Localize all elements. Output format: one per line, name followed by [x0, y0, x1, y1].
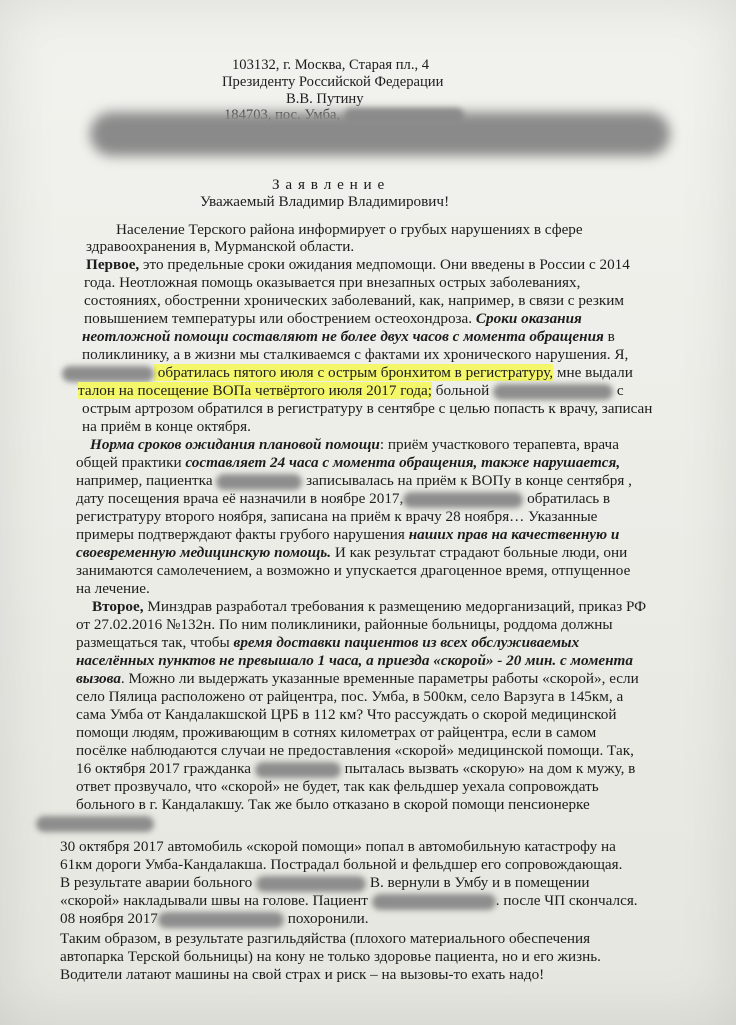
body-line: состояниях, обостренни хронических заболеваний, как, например, в связи с резким [84, 292, 624, 309]
redacted-name [255, 762, 341, 778]
body-line [84, 310, 582, 328]
body-line: сама Умба от Кандалакшской ЦРБ в 112 км? Что рассуждать о скорой медицинской [76, 706, 617, 723]
body-line: ответ прозвучало, что «скорой» не будет, так как фельдшер уехала сопровождать [76, 778, 599, 795]
document-heading: З а я в л е н и е [272, 176, 386, 193]
body-line: помощи людям, проживающим в сотнях километрах от райцентра, если в самом [76, 724, 597, 741]
body-line: село Пялица расположено от райцентра, пос. Умба, в 500км, село Варзуга в 145км, а [76, 688, 624, 705]
body-line [76, 526, 619, 544]
body-text: повышением температуры или обострением остеохондроза. [84, 310, 476, 327]
body-line: регистратуру второго ноября, записана на приём к врачу 28 ноября… Указанные [76, 508, 598, 525]
redacted-name [62, 366, 154, 382]
body-line: автопарка Терской больницы) на кону не только здоровье пациента, но и его жизнь. [60, 948, 601, 965]
body-text: Минздрав разработал требования к размещению медорганизаций, приказ РФ [143, 598, 647, 615]
emphasis-text: своевременную медицинскую помощь. [76, 544, 332, 561]
body-line [82, 328, 615, 346]
body-line [60, 892, 638, 910]
redacted-name [493, 384, 613, 400]
body-line: Население Терского района информирует о грубых нарушениях в сфере [116, 221, 583, 238]
redacted-name [403, 492, 523, 508]
body-line [76, 670, 639, 688]
body-line: населённых пунктов не превышало 1 часа, а приезда «скорой» - 20 мин. с момента [76, 652, 633, 669]
emphasis-text: составляет 24 часа с момента обращения, также нарушается, [185, 454, 621, 471]
body-line: на лечение. [76, 580, 150, 597]
highlighted-text: талон на посещение ВОПа четвёртого июля 2017 года; [78, 382, 432, 399]
body-text: это предельные сроки ожидания медпомощи. Они введены в России с 2014 [139, 256, 630, 273]
body-line [92, 598, 646, 616]
body-line [76, 634, 579, 652]
body-text: размещаться так, чтобы [76, 634, 234, 651]
body-line: 30 октября 2017 автомобиль «скорой помощи» попал в автомобильную катастрофу на [60, 838, 616, 855]
highlighted-text: обратилась пятого июля с острым бронхитом в регистратуру, [154, 364, 554, 381]
body-line [90, 436, 619, 454]
body-text: в [603, 328, 615, 345]
body-text: примеры подтверждают факты грубого нарушения [76, 526, 409, 543]
body-line: посёлке наблюдаются случаи не предоставления «скорой» медицинской помощи. Так, [76, 742, 634, 759]
body-text: общей практики [76, 454, 186, 471]
body-line: острым артрозом обратился в регистратуру в сентябре с целью попасть к врачу, записан [82, 400, 653, 417]
body-text: «скорой» накладывали швы на голове. Пациент [60, 892, 372, 909]
body-line: от 27.02.2016 №132н. По ним поликлиники, районные больницы, роддома должны [76, 616, 613, 633]
body-line [60, 910, 369, 928]
body-line: Водители латают машины на свой страх и риск – на вызовы-то ехать надо! [60, 966, 545, 983]
body-line: года. Неотложная помощь оказывается при внезапных острых заболеваниях, [84, 274, 581, 291]
body-line [76, 454, 620, 472]
body-line [60, 874, 590, 892]
body-text: обратилась в [523, 490, 611, 507]
body-text: с [613, 382, 624, 399]
body-text: 16 октября 2017 гражданка [76, 760, 255, 777]
body-text: . после ЧП скончался. [495, 892, 638, 909]
redacted-name [256, 876, 366, 892]
address-line-2: Президенту Российской Федерации [222, 74, 444, 90]
body-line: занимаются самолечением, а возможно и упускается драгоценное время, отпущенное [76, 562, 631, 579]
body-text: мне выдали [553, 364, 633, 381]
emphasis-text: время доставки пациентов из всех обслуживаемых [233, 634, 580, 651]
salutation: Уважаемый Владимир Владимирович! [200, 193, 450, 210]
body-line: поликлинику, а в жизни мы сталкиваемся с фактами их хронического нарушения. Я, [82, 346, 629, 363]
body-text: дату посещения врача её назначили в ноябре 2017, [76, 490, 404, 507]
body-line: 61км дороги Умба-Кандалакша. Пострадал больной и фельдшер его сопровождающая. [60, 856, 623, 873]
body-line: здравоохранения в, Мурманской области. [86, 238, 355, 255]
body-line [76, 544, 627, 562]
body-line: больного в г. Кандалакшу. Так же было отказано в скорой помощи пенсионерке [76, 796, 590, 813]
body-line: Таким образом, в результате разгильдяйства (плохого материального обеспечения [60, 930, 591, 947]
redacted-name [158, 912, 284, 928]
redacted-name [36, 816, 154, 832]
section-second-label: Второе, [92, 598, 144, 615]
body-text: 08 ноября 2017 [60, 910, 158, 927]
emphasis-text: Сроки оказания [475, 310, 582, 327]
redacted-name [372, 894, 496, 910]
emphasis-text: вызова [76, 670, 121, 687]
address-line-1: 103132, г. Москва, Старая пл., 4 [232, 57, 430, 73]
body-line [76, 472, 632, 490]
body-line [86, 256, 630, 274]
body-line [62, 364, 633, 382]
body-text: И как результат страдают больные люди, они [331, 544, 628, 561]
body-text: : приём участкового терапевта, врача [379, 436, 619, 453]
body-text: В. вернули в Умбу и в помещении [366, 874, 590, 891]
body-line [76, 490, 610, 508]
body-text: больной [431, 382, 494, 399]
body-line: на приём в конце октября. [82, 418, 251, 435]
body-text: похоронили. [283, 910, 369, 927]
body-text: записывалась на приём к ВОПу в конце сентября , [302, 472, 632, 489]
body-line [76, 760, 635, 778]
emphasis-text: Норма сроков ожидания плановой помощи [90, 436, 380, 453]
body-text: пыталась вызвать «скорую» на дом к мужу, в [340, 760, 636, 777]
emphasis-text: наших прав на качественную и [408, 526, 620, 543]
body-text: . Можно ли выдержать указанные временные параметры работы «скорой», если [120, 670, 639, 687]
address-line-3: В.В. Путину [286, 91, 364, 107]
body-line [78, 382, 624, 400]
section-first-label: Первое, [86, 256, 140, 273]
body-line [36, 814, 154, 832]
redacted-sender-block [90, 112, 670, 156]
emphasis-text: неотложной помощи составляют не более двух часов с момента обращения [82, 328, 604, 345]
body-text: В результате аварии больного [60, 874, 257, 891]
redacted-name [216, 474, 302, 490]
body-text: например, пациентка [76, 472, 217, 489]
